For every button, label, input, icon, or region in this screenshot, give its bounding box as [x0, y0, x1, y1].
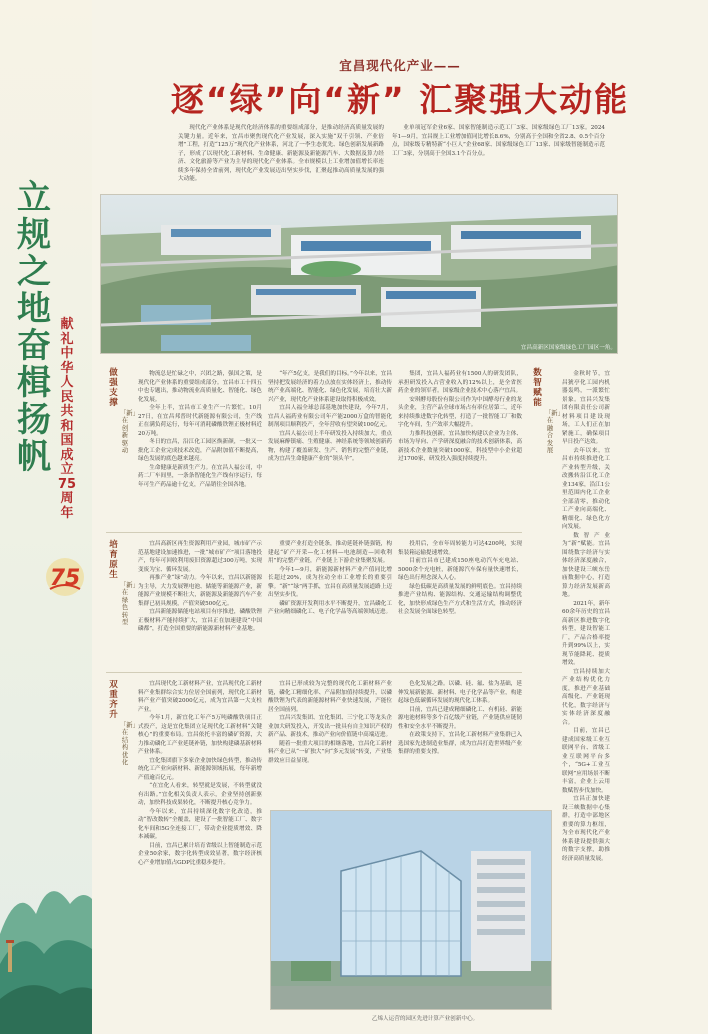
paragraph: 集团，宜昌人福药业有1500人的研发团队，承担研发投入占营业收入的12%以上，是全省医药企业的领军者。国家级企业技术中心落户宜昌。 — [398, 371, 522, 394]
paragraph: 磷矿资源开发利用水平不断提升，宜昌磷化工产业向精细磷化工、电子化学品等高端领域迈进。 — [268, 600, 392, 615]
paragraph: 今年以来，宜昌持续深化数字化改造，推动“智改数转”全覆盖，建设了一批智能工厂、数字化车间和5G全连接工厂，带动企业提质增效、降本减碳。 — [138, 808, 262, 840]
body-column-1 — [138, 370, 262, 530]
anniversary-subtitle: 献礼中华人民共和国成立75周年 — [57, 317, 77, 521]
body-column-1-bottom — [138, 680, 262, 1020]
body-column-2-lower — [268, 540, 392, 670]
paragraph: 宜昌人福全球总部基地加快建设，今年7月，宜昌人福药业有限公司年产能2000万盒的智能化制剂项目顺利投产，全年营收有望突破100亿元。 — [268, 405, 392, 428]
paragraph: 今年1—9月，新能源新材料产业产值同比增长超过20%，成为拉动全市工业增长的重要引擎。“新”“绿”两手抓，宜昌在高质量发展道路上迈出坚实步伐。 — [268, 566, 392, 598]
innovation-center-photo — [270, 810, 552, 1010]
body-column-right — [562, 370, 610, 1018]
section-4-title: 数智赋能 — [533, 368, 542, 408]
section-2-title: 培育原生 — [109, 540, 118, 580]
paragraph: 宜昌现代化工新材料产业，宜昌现代化工新材料产业集群综合实力位居全国前列，现代化工新材料产业产值突破2000亿元，成为宜昌第一大支柱产业。 — [138, 681, 262, 713]
section-1-subtitle: 「新」在创新驱动 — [120, 410, 139, 455]
intro-right-text — [392, 124, 605, 188]
section-4-subtitle: 「新」在融合发展 — [545, 410, 564, 455]
body-column-2 — [268, 370, 392, 530]
logo-number: 75 — [49, 566, 81, 591]
body-column-1-lower — [138, 540, 262, 670]
intro-right-paragraph: 业单项冠军企业6家、国家智能制造示范工厂3家、国家级绿色工厂13家。2024年1—9月，宜昌规上工业增加值同比增长8.6%，分别高于全国和全省2.8、0.5个百分点，国家级专精特新“小巨人”企业68家、国家级绿色工厂13家、国家级智能制造示范工厂3家，分别高于全国3.1个百分点。 — [392, 125, 605, 157]
paragraph: 去年以来，宜昌市持续推进化工产业转型升级，关改搬转沿江化工企业134家，沿江1公里范围内化工企业全部清零，推动化工产业向高端化、精细化、绿色化方向发展。 — [562, 447, 610, 530]
aerial-industrial-park-photo — [100, 194, 618, 354]
paragraph: 今年1月，新宜化工年产5万吨磷酸铁项目正式投产，这是宜化集团立足现代化工新材料“关键核心”的重要布局。宜昌依托丰富的磷矿资源，大力推动磷化工产业延链补链，加快构建磷基新材料产业体系。 — [138, 715, 262, 755]
paragraph: 色化发展之路。以磷、硅、氟、盐为基础，延伸发展新能源、新材料、电子化学品等产业，构建起绿色低碳循环发展的现代化工体系。 — [398, 681, 522, 704]
section-1-title: 做强支撑 — [109, 368, 118, 408]
divider — [106, 532, 522, 533]
paragraph: 全年上半，宜昌市工业生产一片繁忙。10月27日，在宜昌邦普时代新能源有限公司，生产线正在满负荷运行，每年可消耗磷酸铁锂正极材料近20万吨。 — [138, 405, 262, 437]
paragraph: 安琪酵母股份有限公司作为中国酵母行业的龙头企业，主营产品全球市场占有率位居第二，近年来持续推进数字化转型，打造了一批智能工厂和数字化车间，生产效率大幅提升。 — [398, 396, 522, 428]
paragraph: 宜昌人福公司上半年研发投入持续加大，重点发展麻醉镇痛、生殖健康、神经系统等领域创新药物，构建了覆盖研发、生产、销售的完整产业链，成为宜昌生命健康产业的“领头羊”。 — [268, 430, 392, 462]
paragraph: 目前，宜昌已建成精细磷化工、有机硅、新能源电池材料等多个百亿级产业链，产业链供应链韧性和安全水平不断提升。 — [398, 706, 522, 730]
paragraph: 宜昌新能源储能电站项目有序推进，磷酸铁锂正极材料产能持续扩大，宜昌正在加速建设“中国磷都”，打造全国重要的新能源新材料产业基地。 — [138, 609, 262, 632]
paragraph: 力推科技创新，宜昌加快构建以企业为主体、市场为导向、产学研深度融合的技术创新体系，高新技术企业数量突破1000家，科技型中小企业超过1700家，研发投入强度持续提升。 — [398, 430, 522, 462]
section-2-subtitle: 「新」在绿色转型 — [120, 582, 139, 627]
paragraph: 宜昌正加快建设三峡数据中心集群，打造中部地区重要的算力枢纽，为全市现代化产业体系建设提供强大的数字支撑，助推经济高质量发展。 — [562, 796, 610, 862]
paragraph: “在宜化人看来，转型就是发展，不转型就没有出路。”宜化相关负责人表示，企业坚持创新驱动，加快科技成果转化，不断提升核心竞争力。 — [138, 783, 262, 806]
paragraph: 随着一批重大项目的相继落地，宜昌化工新材料产业已从“一矿独大”向“多元发展”转变，产业集群效应日益显现。 — [268, 740, 392, 764]
paragraph: 绿色低碳是高质量发展的鲜明底色。宜昌持续推进产业结构、能源结构、交通运输结构调整优化，加快形成绿色生产方式和生活方式，推动经济社会发展全面绿色转型。 — [398, 583, 522, 615]
paragraph: 生命健康是新质生产力。在宜昌人福公司，中药二厂车间里，一条条智能化生产线有序运行，每年可生产药品逾十亿支，产品销往全国各地。 — [138, 464, 262, 488]
paragraph: 金秋时节，宜昌猇亭化工园内机器轰鸣，一派繁忙景象。宜昌兴发集团有限责任公司新材料项目建设现场，工人们正在加紧施工，确保项目早日投产达效。 — [562, 371, 610, 445]
paragraph: 宜昌兴发集团、宜化集团、三宁化工等龙头企业加大研发投入，开发出一批具有自主知识产权的新产品、新技术，推动产业向价值链中高端迈进。 — [268, 715, 392, 738]
paragraph: “年产5亿支，是我们的目标。”今年以来，宜昌坚持把发展经济的着力点放在实体经济上，推动传统产业高端化、智能化、绿色化发展，培育壮大新兴产业，现代化产业体系建设取得积极成效。 — [268, 371, 392, 403]
intro-left-paragraph: 现代化产业体系是现代化经济体系的重要组成部分，是推动经济高质量发展的关键力量。近年来，宜昌市聚焦现代化产业发展，深入实施“双千引领、产业倍增”工程，打造“125万”现代化产业体系，河北了一李生态优先、绿色创新发展新路子，形成了以现代化工新材料、生命健康、新能源及新能源汽车、大数据及算力经济、文化旅游等产业为主导的现代化产业体系。全市规模以上工业增加值增长率连续多年保持全省前列，现代化产业发展迈出坚实步伐，汇聚起推动高质量发展的强大动能。 — [178, 125, 384, 182]
paragraph: 2021年，新年60余年历史的宜昌高新区推进数字化转型，建设智能工厂，产品合格率提升到99%以上，实现节能降耗、提质增效。 — [562, 600, 610, 666]
body-column-3 — [398, 370, 522, 530]
body-column-2-bottom — [268, 680, 392, 800]
paragraph: 再推产业“绿”动力。今年以来，宜昌以新能源为主导，大力发展锂电池、储能等新能源产业，新能源产业规模不断壮大，新能源及新能源汽车产业集群已初具规模，产值突破500亿元。 — [138, 575, 262, 607]
section-3-title: 双重齐升 — [109, 680, 118, 720]
slogan: 立规之地 奋楫扬帆 — [17, 178, 51, 477]
paragraph: 投用后，全市年周转能力可达4200吨，实现集装箱运输提速增效。 — [398, 541, 522, 556]
page-headline: 逐“绿”向“新” 汇聚强大动能 — [170, 80, 630, 119]
paragraph: 在政策支持下，宜昌化工新材料产业集群已入选国家先进制造业集群，成为宜昌打造世界级产业集群的重要支撑。 — [398, 732, 522, 755]
body-column-3-bottom — [398, 680, 522, 800]
intro-left-text — [178, 124, 384, 188]
paragraph: 宜昌持续加大产业结构优化力度，推进产业基础高级化、产业链现代化，数字经济与实体经济深度融合。 — [562, 668, 610, 726]
mountain-landscape-illustration — [0, 824, 92, 1034]
paragraph: 宜昌高新区再生资源利用产业园，城市矿产示范基地建设加速推进，一批“城市矿产”项目落地投产，每年可回收利用废旧资源超过300万吨，实现变废为宝、循环发展。 — [138, 541, 262, 573]
body-column-3-lower — [398, 540, 522, 670]
headline-kicker: 宜昌现代化产业—— — [339, 58, 461, 73]
section-3-subtitle: 「新」在结构优化 — [120, 722, 139, 767]
paragraph: 物流总是忙碌之中，兴团之路，强国之策，是现代化产业体系的重要组成部分。宜昌市工十四五中也专题出，推动物流业高质量化、智能化、绿色化发展。 — [138, 371, 262, 403]
paragraph: 宜昌已形成较为完整的现代化工新材料产业链，磷化工精细化率、产品附加值持续提升，以磷酸铁锂为代表的新能源材料产业快速发展，产能位居全国前列。 — [268, 681, 392, 713]
paragraph: 目前宜昌市已建成150座电动汽车充电站、5000余个充电桩，新能源汽车保有量快速增长，绿色出行理念深入人心。 — [398, 558, 522, 581]
divider — [106, 672, 522, 673]
anniversary-75-logo — [44, 556, 86, 598]
paragraph: 冬日的宜昌，沿江化工园区焕新颜，一批又一批化工企业完成技术改造，产品附加值不断提高，绿色发展的底色越来越亮。 — [138, 439, 262, 462]
paragraph: 目前，宜昌已建成国家级工业互联网平台、省级工业互联网平台多个，“5G+工业互联网”应用场景不断丰富，企业上云用数赋智步伐加快。 — [562, 728, 610, 794]
paragraph: 重要产业打造全链条，推动延链补链强链，构建起“矿产开采—化工材料—电池制造—回收利用”的完整产业链，产业链上下游企业集聚发展。 — [268, 541, 392, 564]
aerial-photo-caption: 宜昌高新区国家级绿色工厂园区一角。 — [520, 345, 616, 351]
innovation-photo-caption: 乙烯人运营的园区先进计算产业创新中心。 — [371, 1016, 479, 1022]
paragraph: 数智产业为“新”赋能。宜昌围绕数字经济与实体经济深度融合，加快建设三峡东岳庙数据中心，打造算力经济发展新高地。 — [562, 532, 610, 598]
paragraph: 宜化集团旗下多家企业加快绿色转型，推动传统化工产业向新材料、新能源领域拓展，每年新增产值逾百亿元。 — [138, 757, 262, 781]
paragraph: 目前，宜昌已累计培育省级以上智能制造示范企业50余家，数字化转型成效显著，数字经济核心产业增加值占GDP比重稳步提升。 — [138, 842, 262, 866]
